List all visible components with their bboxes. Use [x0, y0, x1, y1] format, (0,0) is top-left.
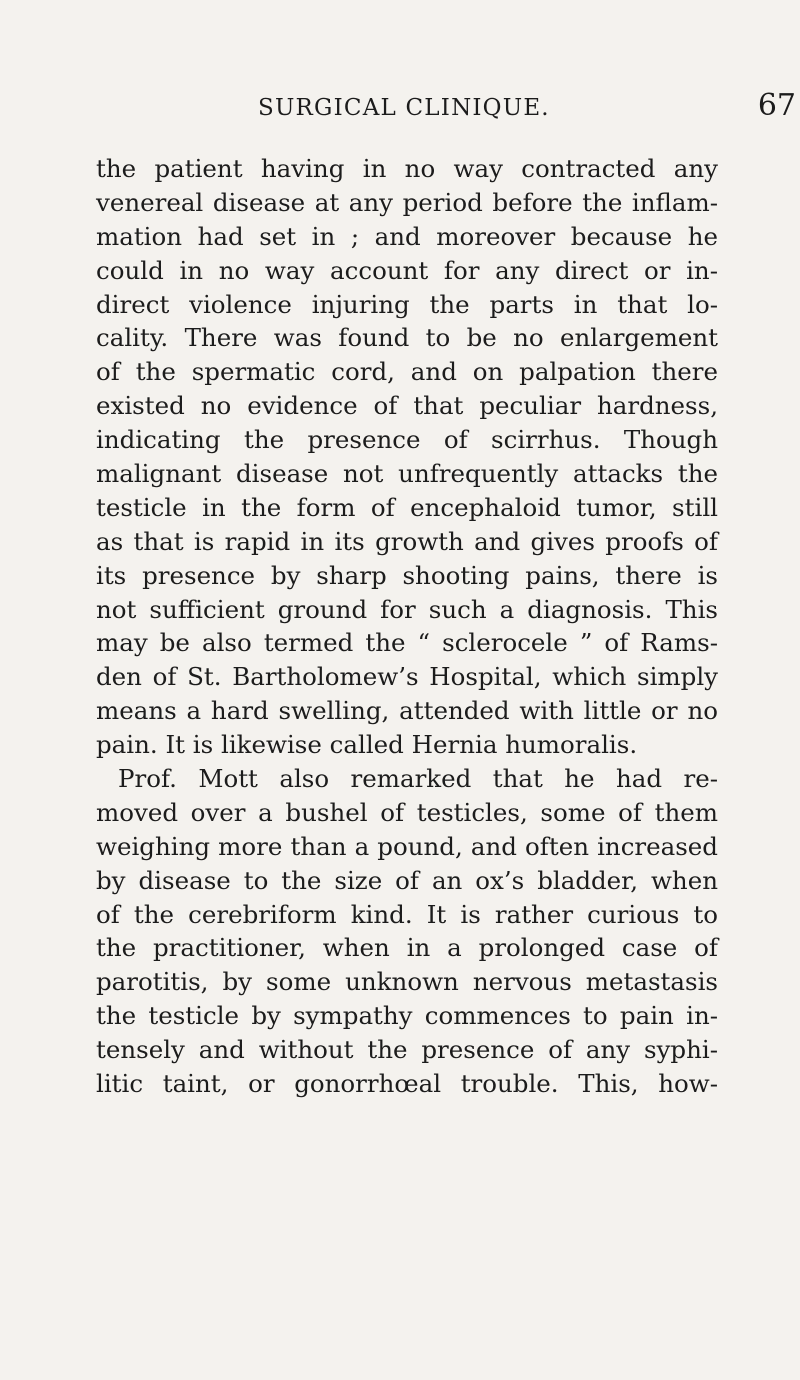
text-line: parotitis, by some unknown nervous metastasis	[96, 967, 718, 997]
text-line: by disease to the size of an ox’s bladder, when	[96, 865, 718, 895]
text-line: its presence by sharp shooting pains, there is	[96, 560, 718, 590]
text-line: of the cerebriform kind. It is rather curious to	[96, 899, 718, 929]
text-line: venereal disease at any period before the inflam-	[96, 187, 718, 217]
text-line: existed no evidence of that peculiar hardness,	[96, 391, 718, 421]
text-line: may be also termed the “ sclerocele ” of Rams-	[96, 628, 718, 658]
text-line: malignant disease not unfrequently attacks the	[96, 459, 718, 489]
running-head	[96, 88, 796, 128]
text-line: direct violence injuring the parts in that lo-	[96, 289, 718, 319]
text-line: the practitioner, when in a prolonged case of	[96, 933, 718, 963]
text-line: not sufficient ground for such a diagnosis. This	[96, 594, 718, 624]
text-line: the testicle by sympathy commences to pain in-	[96, 1001, 718, 1031]
text-line: Prof. Mott also remarked that he had re-	[118, 764, 718, 794]
text-line: weighing more than a pound, and often increased	[96, 831, 718, 861]
text-line: mation had set in ; and moreover because he	[96, 221, 718, 251]
text-line: indicating the presence of scirrhus. Though	[96, 425, 718, 455]
text-line: means a hard swelling, attended with little or no	[96, 696, 718, 726]
text-line: den of St. Bartholomew’s Hospital, which simply	[96, 662, 718, 692]
text-line: moved over a bushel of testicles, some of them	[96, 797, 718, 827]
text-line: cality. There was found to be no enlargement	[96, 323, 718, 353]
running-title: SURGICAL CLINIQUE.	[258, 95, 550, 121]
page-number: 67	[757, 88, 796, 123]
text-line: tensely and without the presence of any syphi-	[96, 1035, 718, 1065]
text-line: litic taint, or gonorrhœal trouble. This, how-	[96, 1069, 718, 1099]
text-line: as that is rapid in its growth and gives proofs of	[96, 526, 718, 556]
text-line: testicle in the form of encephaloid tumor, still	[96, 492, 718, 522]
text-line: the patient having in no way contracted any	[96, 154, 718, 183]
body-text	[96, 152, 718, 1101]
text-line: could in no way account for any direct or in-	[96, 255, 718, 285]
text-line: of the spermatic cord, and on palpation there	[96, 357, 718, 387]
text-line: pain. It is likewise called Hernia humoralis.	[96, 730, 638, 760]
